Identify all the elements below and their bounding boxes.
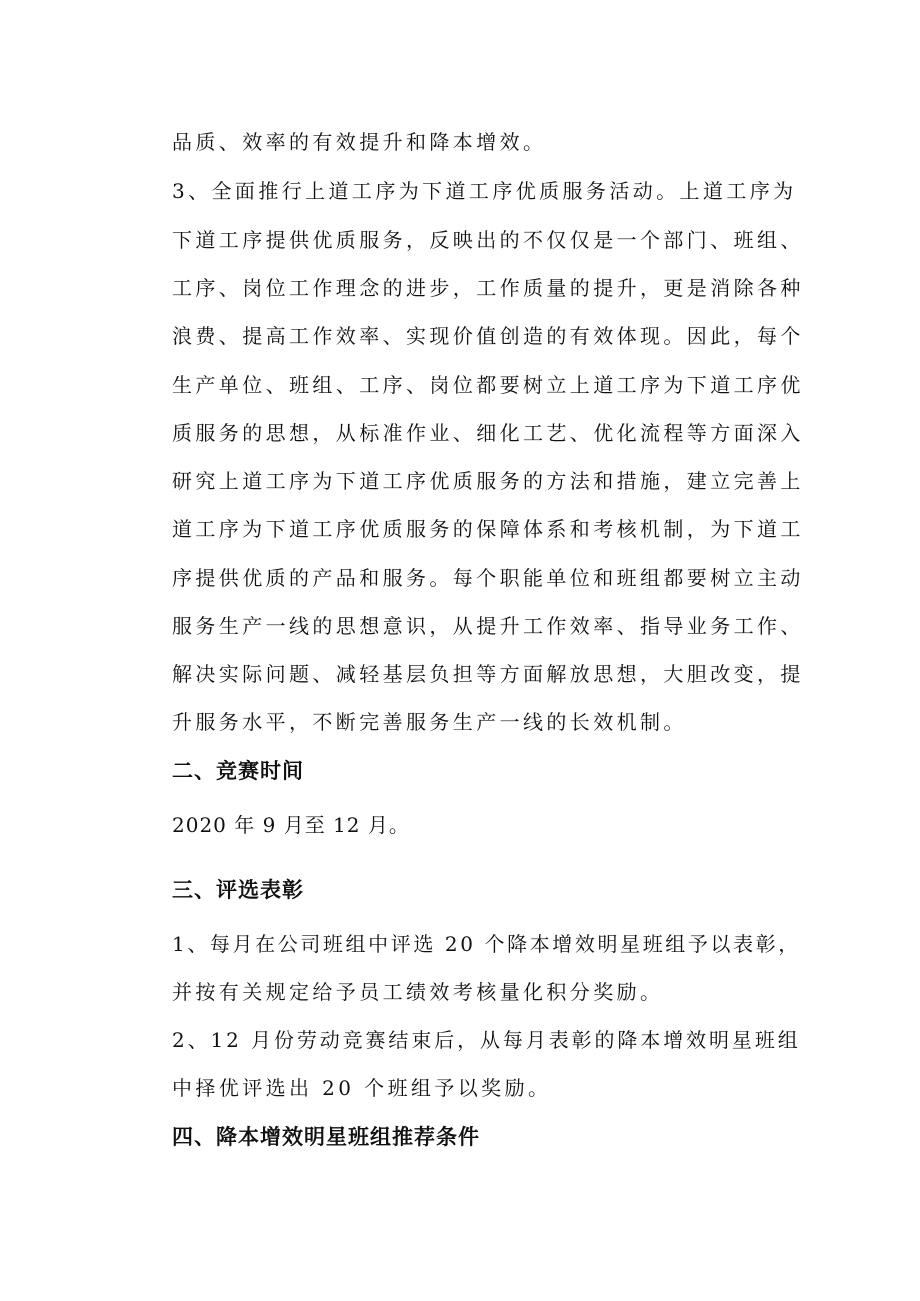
item-3-line-2: 下道工序提供优质服务，反映出的不仅仅是一个部门、班组、 xyxy=(172,228,804,252)
item-3-line-8: 道工序为下道工序优质服务的保障体系和考核机制，为下道工 xyxy=(172,517,804,541)
section-2-heading: 二、竞赛时间 xyxy=(172,759,304,783)
item-3-line-6: 质服务的思想，从标准作业、细化工艺、优化流程等方面深入 xyxy=(172,421,804,445)
section-3-line-1: 1、每月在公司班组中评选 20 个降本增效明星班组予以表彰， xyxy=(172,932,801,956)
item-3-line-3: 工序、岗位工作理念的进步，工作质量的提升，更是消除各种 xyxy=(172,276,804,300)
section-3-heading: 三、评选表彰 xyxy=(172,878,304,902)
item-3-line-7: 研究上道工序为下道工序优质服务的方法和措施，建立完善上 xyxy=(172,469,804,493)
section-2-text: 2020 年 9 月至 12 月。 xyxy=(172,813,410,837)
section-3-line-3: 2、12 月份劳动竞赛结束后，从每月表彰的降本增效明星班组 xyxy=(172,1028,801,1052)
section-3-line-4: 中择优评选出 20 个班组予以奖励。 xyxy=(172,1076,552,1100)
item-3-line-9: 序提供优质的产品和服务。每个职能单位和班组都要树立主动 xyxy=(172,566,804,590)
item-3-line-10: 服务生产一线的思想意识，从提升工作效率、指导业务工作、 xyxy=(172,614,804,638)
item-3-line-1: 3、全面推行上道工序为下道工序优质服务活动。上道工序为 xyxy=(172,179,797,203)
paragraph-line: 品质、效率的有效提升和降本增效。 xyxy=(172,130,547,154)
item-3-line-4: 浪费、提高工作效率、实现价值创造的有效体现。因此，每个 xyxy=(172,324,804,348)
section-3-line-2: 并按有关规定给予员工绩效考核量化积分奖励。 xyxy=(172,980,664,1004)
item-3-line-12: 升服务水平，不断完善服务生产一线的长效机制。 xyxy=(172,710,687,734)
item-3-line-11: 解决实际问题、减轻基层负担等方面解放思想，大胆改变，提 xyxy=(172,662,804,686)
item-3-line-5: 生产单位、班组、工序、岗位都要树立上道工序为下道工序优 xyxy=(172,373,804,397)
section-4-heading: 四、降本增效明星班组推荐条件 xyxy=(172,1125,480,1149)
